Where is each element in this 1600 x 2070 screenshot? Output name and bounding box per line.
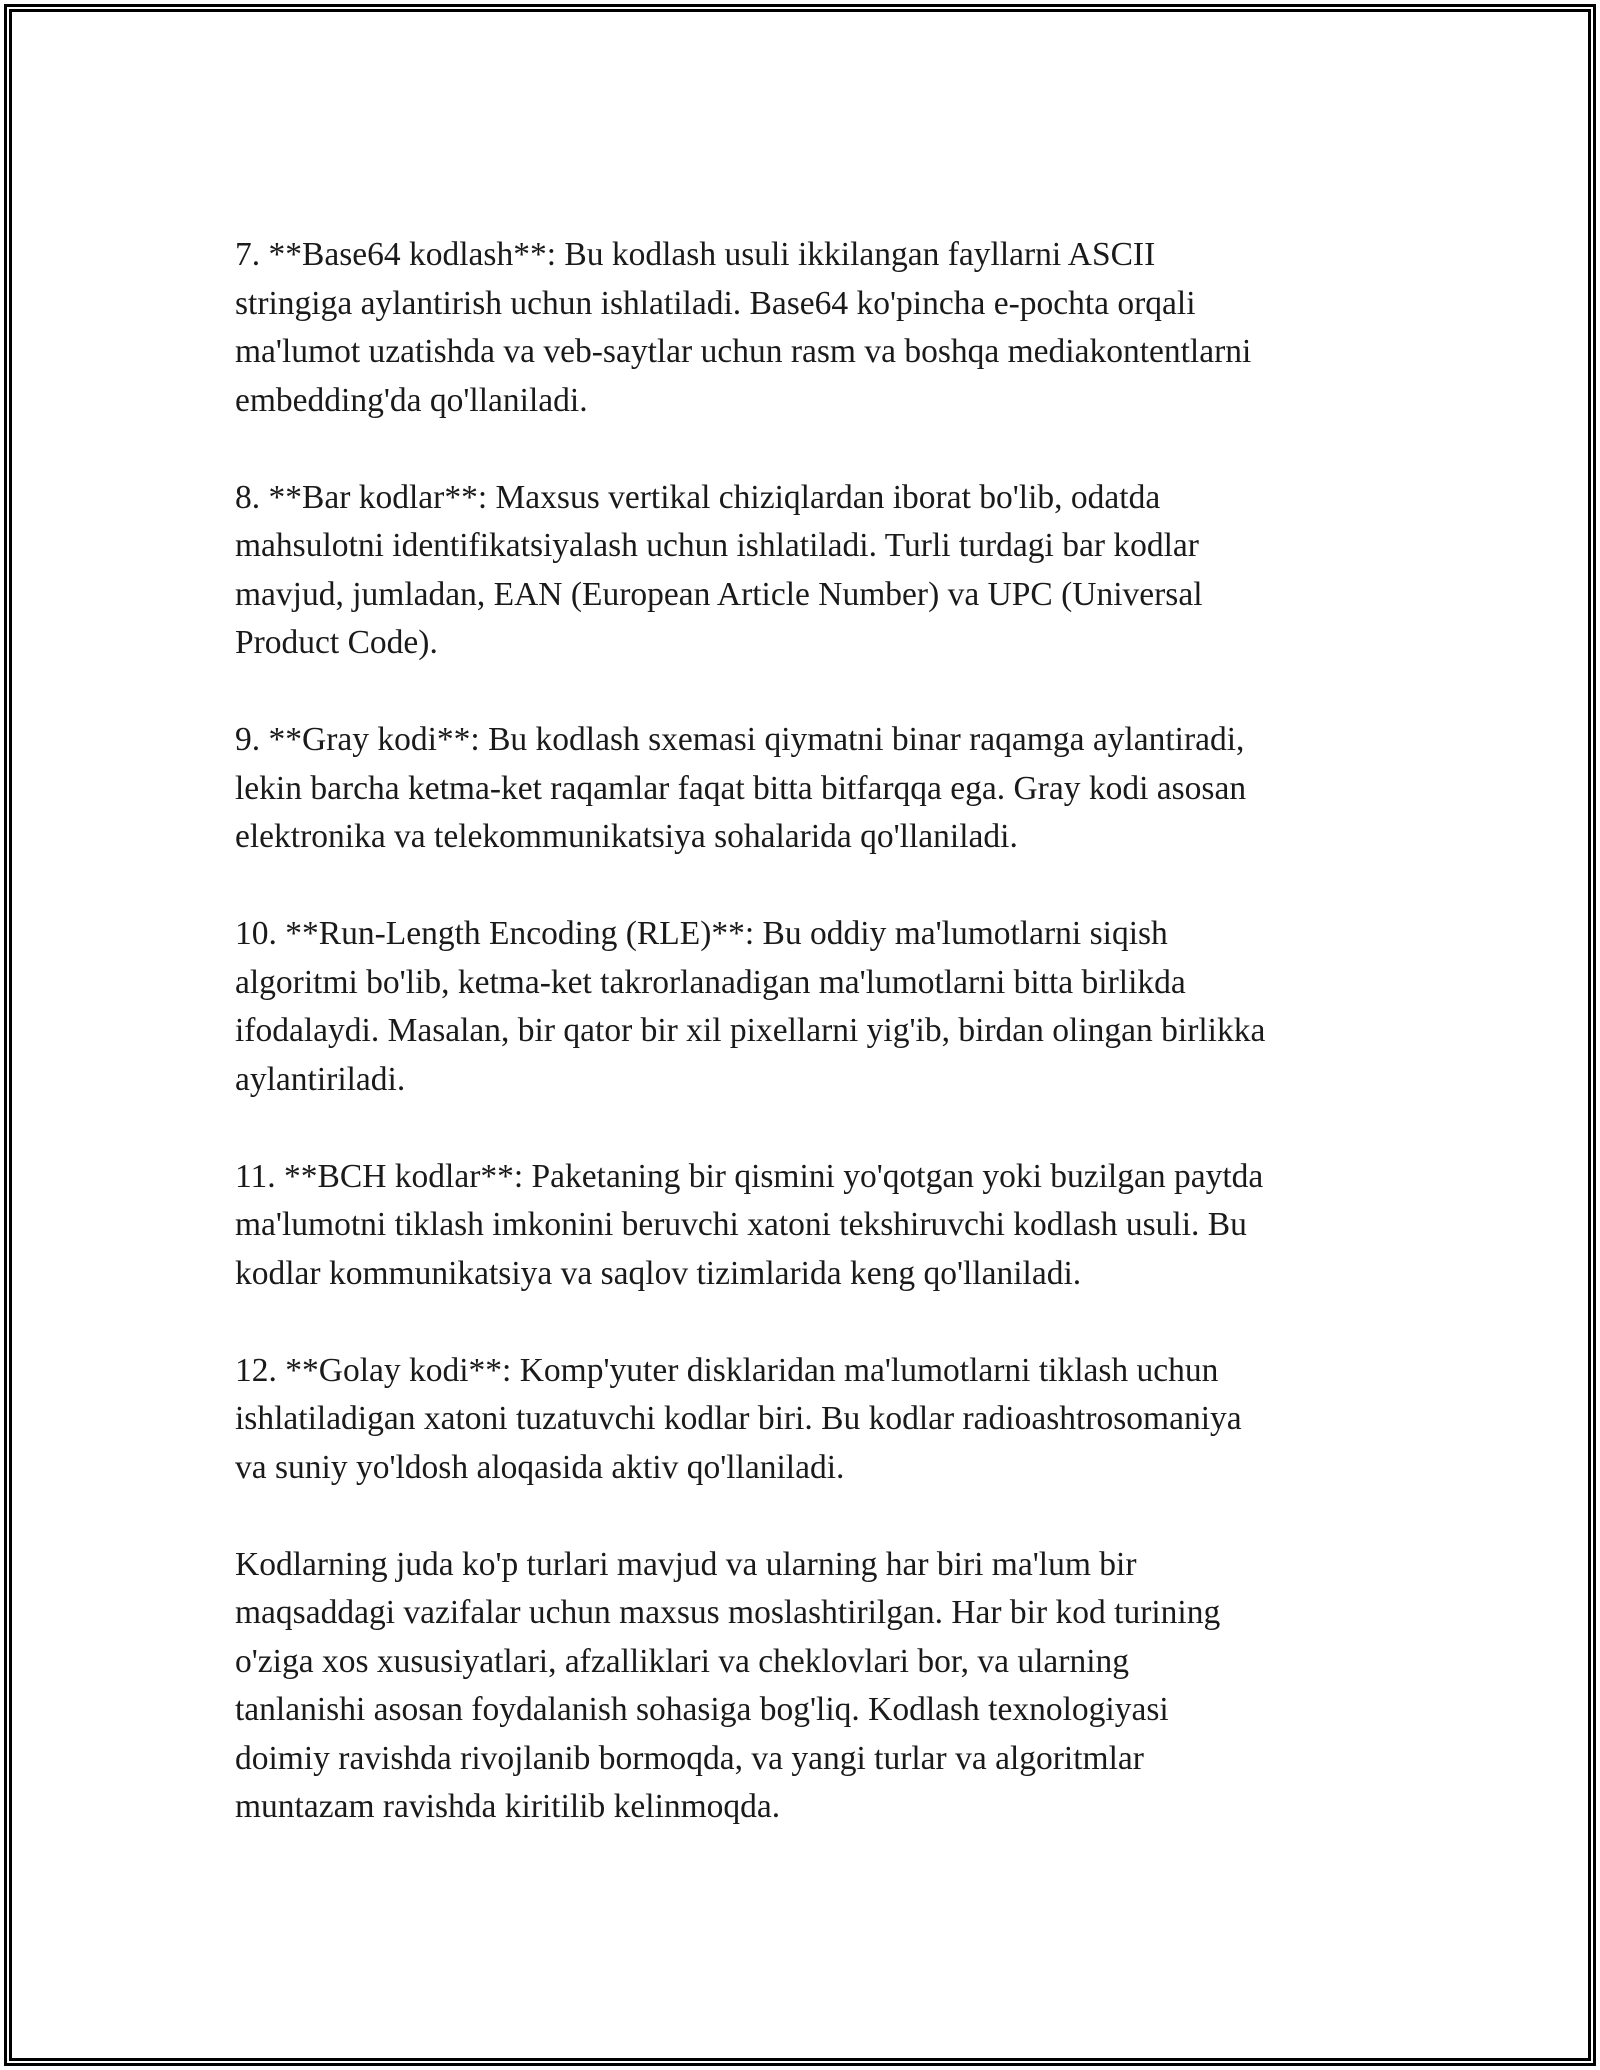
list-item-base64: 7. **Base64 kodlash**: Bu kodlash usuli ikkilangan fayllarni ASCII stringiga aylantirish uchun ishlatiladi. Base64 ko'pincha e-pochta orqali ma'lumot uzatishda va veb-saytlar uchun rasm va boshqa mediakontentlarni embedding'da qo'llaniladi. [235,236,1252,419]
list-item-bar-codes: 8. **Bar kodlar**: Maxsus vertikal chiziqlardan iborat bo'lib, odatda mahsulotni identifikatsiyalash uchun ishlatiladi. Turli turdagi bar kodlar mavjud, jumladan, EAN (European Article Number) va UPC (Universal Product Code). [235,478,1203,661]
list-item-gray-code: 9. **Gray kodi**: Bu kodlash sxemasi qiymatni binar raqamga aylantiradi, lekin barcha ketma-ket raqamlar faqat bitta bitfarqqa ega. Gray kodi asosan elektronika va telekommunikatsiya sohalarida qo'llaniladi. [235,721,1247,855]
document-body [235,231,1375,1880]
list-item-golay-code: 12. **Golay kodi**: Komp'yuter disklaridan ma'lumotlarni tiklash uchun ishlatiladigan xatoni tuzatuvchi kodlar biri. Bu kodlar radioashtrosomaniya va suniy yo'ldosh aloqasida aktiv qo'llaniladi. [235,1351,1242,1486]
conclusion-paragraph: Kodlarning juda ko'p turlari mavjud va ularning har biri ma'lum bir maqsaddagi vazifalar uchun maxsus moslashtirilgan. Har bir kod turining o'ziga xos xususiyatlari, afzalliklari va cheklovlari bor, va ularning tanlanishi asosan foydalanish sohasiga bog'liq. Kodlash texnologiyasi doimiy ravishda rivojlanib bormoqda, va yangi turlar va algoritmlar muntazam ravishda kiritilib kelinmoqda. [235,1545,1221,1825]
list-item-rle: 10. **Run-Length Encoding (RLE)**: Bu oddiy ma'lumotlarni siqish algoritmi bo'lib, ketma-ket takrorlanadigan ma'lumotlarni bitta birlikda ifodalaydi. Masalan, bir qator bir xil pixellarni yig'ib, birdan olingan birlikka aylantiriladi. [235,915,1266,1098]
list-item-bch-codes: 11. **BCH kodlar**: Paketaning bir qismini yo'qotgan yoki buzilgan paytda ma'lumotni tiklash imkonini beruvchi xatoni tekshiruvchi kodlash usuli. Bu kodlar kommunikatsiya va saqlov tizimlarida keng qo'llaniladi. [235,1157,1264,1292]
